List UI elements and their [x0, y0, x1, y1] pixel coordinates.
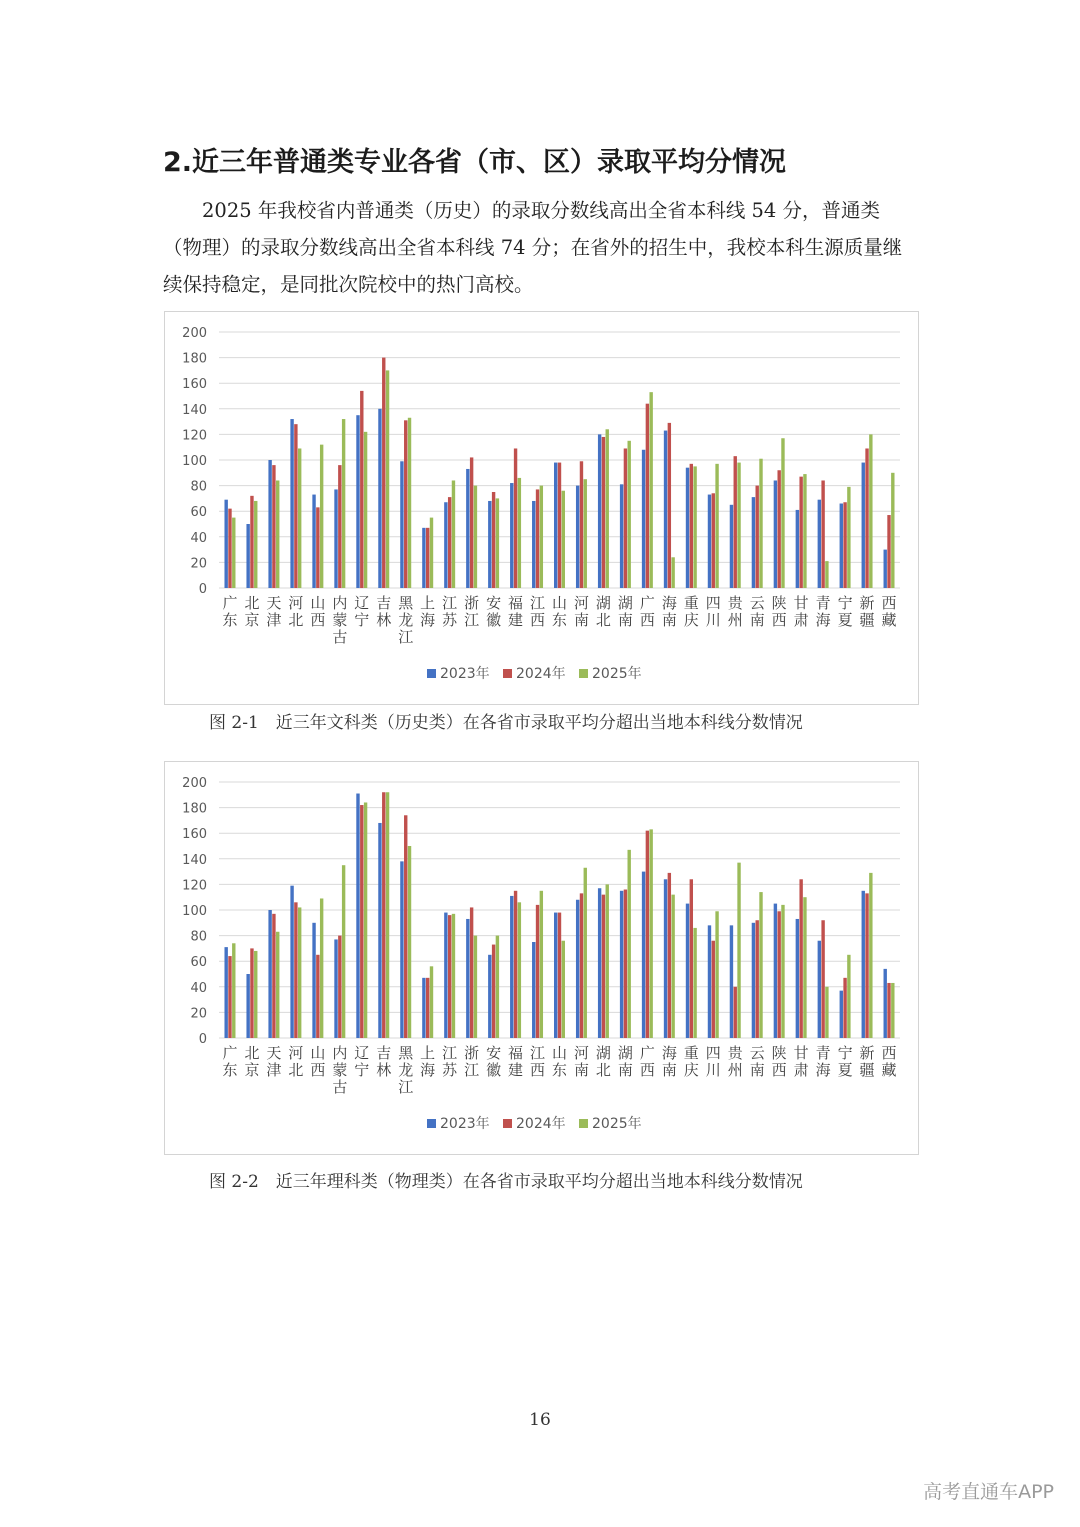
category-label: 海南 — [661, 1044, 677, 1079]
y-tick-label: 0 — [198, 1032, 207, 1047]
intro-paragraph — [163, 192, 919, 303]
bar-2024-21 — [690, 879, 693, 1038]
bar-2023-29 — [862, 891, 865, 1038]
legend-swatch-2023 — [427, 669, 436, 678]
y-tick-label: 200 — [182, 326, 207, 341]
bar-2025-10 — [452, 914, 455, 1038]
category-label: 甘肃 — [793, 1044, 809, 1079]
legend-label-2023: 2023年 — [440, 1116, 490, 1132]
bar-2025-23 — [737, 863, 740, 1038]
bar-2023-21 — [686, 904, 689, 1038]
bar-2024-15 — [558, 913, 561, 1038]
category-label: 重庆 — [683, 1044, 699, 1079]
category-label: 上海 — [420, 594, 436, 629]
bar-2025-28 — [847, 955, 850, 1038]
bar-2025-0 — [232, 518, 235, 588]
bar-2025-23 — [737, 463, 740, 588]
y-tick-label: 60 — [190, 505, 207, 521]
bar-2025-26 — [803, 897, 806, 1038]
bar-2024-0 — [228, 509, 231, 588]
bar-2023-2 — [268, 910, 271, 1038]
bar-2023-1 — [246, 524, 249, 588]
bar-2023-4 — [312, 495, 315, 588]
bar-2024-28 — [843, 978, 846, 1038]
bar-2025-9 — [430, 518, 433, 588]
bar-2024-3 — [294, 424, 297, 588]
bar-2024-28 — [843, 502, 846, 588]
y-tick-label: 60 — [190, 955, 207, 971]
bar-2025-0 — [232, 943, 235, 1038]
y-tick-label: 100 — [182, 904, 207, 919]
category-label: 宁夏 — [837, 1044, 853, 1079]
bar-2025-4 — [320, 445, 323, 588]
bar-2024-4 — [316, 955, 319, 1038]
bar-2025-27 — [825, 561, 828, 588]
bar-2024-18 — [624, 448, 627, 588]
bar-2024-17 — [602, 437, 605, 588]
category-label: 江苏 — [442, 1044, 458, 1079]
category-label: 浙江 — [464, 1044, 480, 1079]
category-label: 云南 — [749, 594, 765, 629]
bar-2023-28 — [840, 504, 843, 588]
bar-2024-2 — [272, 465, 275, 588]
y-tick-label: 0 — [198, 582, 207, 597]
bar-2025-6 — [364, 432, 367, 588]
category-label: 北京 — [244, 594, 260, 629]
category-label: 宁夏 — [837, 594, 853, 629]
bar-2025-21 — [693, 466, 696, 588]
category-label: 青海 — [815, 594, 831, 629]
bar-2023-3 — [290, 419, 293, 588]
bar-2023-28 — [840, 991, 843, 1038]
bar-2025-4 — [320, 898, 323, 1038]
bar-2023-14 — [532, 942, 535, 1038]
category-label: 黑龙江 — [398, 594, 414, 646]
category-label: 陕西 — [771, 1044, 787, 1079]
chart-history-svg — [165, 312, 918, 704]
category-label: 广西 — [639, 594, 655, 629]
legend-label-2025: 2025年 — [592, 666, 642, 682]
category-label: 云南 — [749, 1044, 765, 1079]
bar-2024-13 — [514, 448, 517, 588]
bar-2023-24 — [752, 923, 755, 1038]
bar-2025-11 — [474, 486, 477, 588]
category-label: 江西 — [530, 594, 546, 629]
bar-2023-3 — [290, 886, 293, 1038]
category-label: 山东 — [551, 594, 568, 629]
category-label: 吉林 — [376, 1044, 392, 1079]
category-label: 上海 — [420, 1044, 436, 1079]
legend-swatch-2023 — [427, 1119, 436, 1128]
bar-2025-14 — [540, 891, 543, 1038]
bar-2025-12 — [496, 498, 499, 588]
bar-2023-16 — [576, 486, 579, 588]
bar-2025-24 — [759, 892, 762, 1038]
legend-label-2024: 2024年 — [516, 666, 566, 682]
bar-2023-23 — [730, 505, 733, 588]
bar-2024-12 — [492, 945, 495, 1038]
bar-2024-30 — [887, 983, 890, 1038]
bar-2023-9 — [422, 978, 425, 1038]
category-label: 贵州 — [727, 594, 743, 629]
bar-2024-19 — [646, 831, 649, 1038]
category-label: 四川 — [705, 1044, 721, 1079]
bar-2023-29 — [862, 463, 865, 588]
category-label: 天津 — [266, 594, 282, 629]
bar-2023-15 — [554, 463, 557, 588]
bar-2025-18 — [628, 850, 631, 1038]
category-label: 辽宁 — [354, 594, 370, 629]
bar-2025-11 — [474, 936, 477, 1038]
legend-label-2025: 2025年 — [592, 1116, 642, 1132]
bar-2025-21 — [693, 928, 696, 1038]
bar-2023-27 — [818, 941, 821, 1038]
bar-2025-19 — [649, 392, 652, 588]
bar-2025-26 — [803, 474, 806, 588]
bar-2023-6 — [356, 415, 359, 588]
bar-2025-25 — [781, 905, 784, 1038]
bar-2023-25 — [774, 904, 777, 1038]
y-tick-label: 40 — [190, 980, 207, 996]
category-label: 西藏 — [881, 594, 897, 629]
category-label: 浙江 — [464, 594, 480, 629]
bar-2024-29 — [865, 448, 868, 588]
category-label: 山东 — [551, 1044, 568, 1079]
bar-2023-11 — [466, 469, 469, 588]
y-tick-label: 180 — [182, 351, 207, 367]
bar-2024-16 — [580, 461, 583, 588]
bar-2023-18 — [620, 891, 623, 1038]
bar-2025-3 — [298, 448, 301, 588]
bar-2024-10 — [448, 497, 451, 588]
y-tick-label: 200 — [182, 776, 207, 791]
bar-2023-6 — [356, 794, 359, 1038]
bar-2023-8 — [400, 461, 403, 588]
bar-2024-7 — [382, 358, 385, 588]
bar-2023-7 — [378, 409, 381, 588]
bar-2024-22 — [712, 941, 715, 1038]
bar-2024-22 — [712, 493, 715, 588]
bar-2023-17 — [598, 434, 601, 588]
bar-2025-1 — [254, 501, 257, 588]
bar-2025-3 — [298, 907, 301, 1038]
category-label: 山西 — [310, 1044, 326, 1079]
bar-2025-16 — [584, 868, 587, 1038]
bar-2024-27 — [821, 480, 824, 588]
category-label: 海南 — [661, 594, 677, 629]
bar-2025-15 — [562, 941, 565, 1038]
category-label: 福建 — [508, 594, 524, 629]
category-label: 吉林 — [376, 594, 392, 629]
category-label: 陕西 — [771, 594, 787, 629]
bar-2025-15 — [562, 491, 565, 588]
bar-2024-14 — [536, 905, 539, 1038]
category-label: 河南 — [573, 1044, 589, 1079]
bar-2023-0 — [224, 947, 227, 1038]
category-label: 内蒙古 — [332, 594, 348, 646]
bar-2024-2 — [272, 914, 275, 1038]
bar-2023-5 — [334, 489, 337, 588]
chart-physics-container — [164, 761, 919, 1155]
bar-2025-29 — [869, 873, 872, 1038]
category-label: 山西 — [310, 594, 326, 629]
bar-2024-13 — [514, 891, 517, 1038]
bar-2023-7 — [378, 823, 381, 1038]
bar-2023-21 — [686, 468, 689, 588]
chart-history-container — [164, 311, 919, 705]
bar-2023-15 — [554, 913, 557, 1038]
bar-2025-2 — [276, 932, 279, 1038]
bar-2024-11 — [470, 907, 473, 1038]
bar-2025-14 — [540, 486, 543, 588]
y-tick-label: 20 — [190, 1006, 207, 1022]
category-label: 湖南 — [617, 1044, 633, 1079]
y-tick-label: 120 — [182, 428, 207, 444]
category-label: 安徽 — [486, 1044, 502, 1079]
bar-2024-8 — [404, 420, 407, 588]
bar-2025-19 — [649, 829, 652, 1038]
y-tick-label: 40 — [190, 530, 207, 546]
bar-2024-21 — [690, 464, 693, 588]
bar-2023-22 — [708, 925, 711, 1038]
bar-2024-15 — [558, 463, 561, 588]
bar-2023-0 — [224, 500, 227, 588]
bar-2025-13 — [518, 478, 521, 588]
bar-2023-11 — [466, 919, 469, 1038]
bar-2023-19 — [642, 450, 645, 588]
bar-2025-20 — [671, 557, 674, 588]
category-label: 福建 — [508, 1044, 524, 1079]
bar-2023-20 — [664, 431, 667, 588]
figure-caption-2-1: 图 2-1 近三年文科类（历史类）在各省市录取平均分超出当地本科线分数情况 — [209, 713, 803, 733]
bar-2023-2 — [268, 460, 271, 588]
category-label: 甘肃 — [793, 594, 809, 629]
paragraph-text: 2025 年我校省内普通类（历史）的录取分数线高出全省本科线 54 分，普通类（物理）的录取分数线高出全省本科线 74 分；在省外的招生中，我校本科生源质量继续保持稳定，是同批次院校中的热门高校。 — [163, 199, 903, 296]
bar-2025-5 — [342, 865, 345, 1038]
bar-2025-10 — [452, 480, 455, 588]
category-label: 河北 — [288, 1044, 304, 1079]
bar-2024-5 — [338, 465, 341, 588]
bar-2024-29 — [865, 893, 868, 1038]
bar-2024-1 — [250, 948, 253, 1038]
legend-label-2024: 2024年 — [516, 1116, 566, 1132]
category-label: 新疆 — [859, 594, 875, 629]
bar-2024-20 — [668, 423, 671, 588]
bar-2025-7 — [386, 370, 389, 588]
bar-2023-12 — [488, 955, 491, 1038]
bar-2023-18 — [620, 484, 623, 588]
bar-2023-24 — [752, 497, 755, 588]
legend-label-2023: 2023年 — [440, 666, 490, 682]
bar-2025-8 — [408, 418, 411, 588]
bar-2024-8 — [404, 815, 407, 1038]
category-label: 湖北 — [595, 1044, 611, 1079]
bar-2024-26 — [799, 879, 802, 1038]
bar-2023-30 — [884, 969, 887, 1038]
legend-swatch-2024 — [503, 1119, 512, 1128]
watermark-text: 高考直通车APP — [923, 1481, 1054, 1503]
category-label: 黑龙江 — [398, 1044, 414, 1096]
bar-2024-9 — [426, 528, 429, 588]
bar-2023-10 — [444, 913, 447, 1038]
legend-swatch-2024 — [503, 669, 512, 678]
bar-2024-14 — [536, 489, 539, 588]
y-tick-label: 180 — [182, 801, 207, 817]
bar-2023-12 — [488, 501, 491, 588]
chart-physics-svg — [165, 762, 918, 1154]
bar-2023-10 — [444, 502, 447, 588]
bar-2025-8 — [408, 846, 411, 1038]
bar-2025-5 — [342, 419, 345, 588]
bar-2023-27 — [818, 500, 821, 588]
bar-2025-7 — [386, 792, 389, 1038]
bar-2024-10 — [448, 915, 451, 1038]
y-tick-label: 160 — [182, 377, 207, 393]
bar-2025-20 — [671, 895, 674, 1038]
y-tick-label: 140 — [182, 852, 207, 868]
bar-2025-22 — [715, 911, 718, 1038]
bar-2024-24 — [756, 920, 759, 1038]
legend-swatch-2025 — [579, 1119, 588, 1128]
category-label: 四川 — [705, 594, 721, 629]
bar-2024-0 — [228, 956, 231, 1038]
bar-2025-18 — [628, 441, 631, 588]
bar-2023-8 — [400, 861, 403, 1038]
bar-2023-4 — [312, 923, 315, 1038]
bar-2023-19 — [642, 872, 645, 1038]
y-tick-label: 160 — [182, 827, 207, 843]
bar-2024-18 — [624, 890, 627, 1038]
category-label: 西藏 — [881, 1044, 897, 1079]
bar-2024-1 — [250, 496, 253, 588]
bar-2023-1 — [246, 974, 249, 1038]
category-label: 广西 — [639, 1044, 655, 1079]
category-label: 贵州 — [727, 1044, 743, 1079]
bar-2024-4 — [316, 507, 319, 588]
bar-2023-9 — [422, 528, 425, 588]
bar-2025-9 — [430, 966, 433, 1038]
category-label: 河南 — [573, 594, 589, 629]
category-label: 内蒙古 — [332, 1044, 348, 1096]
bar-2024-25 — [777, 470, 780, 588]
bar-2025-27 — [825, 987, 828, 1038]
category-label: 湖南 — [617, 594, 633, 629]
bar-2023-17 — [598, 888, 601, 1038]
bar-2025-25 — [781, 438, 784, 588]
bar-2024-17 — [602, 895, 605, 1038]
bar-2023-13 — [510, 483, 513, 588]
bar-2023-26 — [796, 510, 799, 588]
bar-2025-22 — [715, 464, 718, 588]
category-label: 青海 — [815, 1044, 831, 1079]
bar-2024-5 — [338, 936, 341, 1038]
bar-2024-30 — [887, 515, 890, 588]
bar-2024-9 — [426, 978, 429, 1038]
bar-2025-24 — [759, 459, 762, 588]
category-label: 北京 — [244, 1044, 260, 1079]
category-label: 辽宁 — [354, 1044, 370, 1079]
bar-2024-16 — [580, 893, 583, 1038]
bar-2024-7 — [382, 792, 385, 1038]
bar-2024-3 — [294, 902, 297, 1038]
y-tick-label: 80 — [190, 479, 207, 495]
legend-swatch-2025 — [579, 669, 588, 678]
category-label: 江西 — [530, 1044, 546, 1079]
bar-2024-20 — [668, 873, 671, 1038]
section-heading: 2.近三年普通类专业各省（市、区）录取平均分情况 — [163, 147, 787, 178]
bar-2025-12 — [496, 936, 499, 1038]
category-label: 湖北 — [595, 594, 611, 629]
bar-2023-16 — [576, 900, 579, 1038]
bar-2025-29 — [869, 434, 872, 588]
bar-2024-6 — [360, 391, 363, 588]
bar-2024-26 — [799, 477, 802, 588]
y-tick-label: 100 — [182, 454, 207, 469]
bar-2024-11 — [470, 457, 473, 588]
page-number: 16 — [529, 1410, 551, 1430]
category-label: 河北 — [288, 594, 304, 629]
figure-caption-2-2: 图 2-2 近三年理科类（物理类）在各省市录取平均分超出当地本科线分数情况 — [209, 1172, 803, 1192]
bar-2025-30 — [891, 983, 894, 1038]
bar-2024-19 — [646, 404, 649, 588]
bar-2025-30 — [891, 473, 894, 588]
bar-2023-26 — [796, 919, 799, 1038]
bar-2023-14 — [532, 501, 535, 588]
category-label: 广东 — [222, 1044, 238, 1079]
bar-2023-5 — [334, 939, 337, 1038]
bar-2023-22 — [708, 495, 711, 588]
category-label: 广东 — [222, 594, 238, 629]
bar-2023-23 — [730, 925, 733, 1038]
y-tick-label: 120 — [182, 878, 207, 894]
bar-2024-6 — [360, 805, 363, 1038]
y-tick-label: 80 — [190, 929, 207, 945]
bar-2025-28 — [847, 487, 850, 588]
bar-2023-30 — [884, 550, 887, 588]
bar-2025-17 — [606, 429, 609, 588]
bar-2024-27 — [821, 920, 824, 1038]
bar-2025-1 — [254, 951, 257, 1038]
category-label: 江苏 — [442, 594, 458, 629]
bar-2024-23 — [734, 987, 737, 1038]
bar-2025-13 — [518, 902, 521, 1038]
bar-2024-12 — [492, 492, 495, 588]
category-label: 安徽 — [486, 594, 502, 629]
bar-2024-23 — [734, 456, 737, 588]
category-label: 新疆 — [859, 1044, 875, 1079]
bar-2023-13 — [510, 896, 513, 1038]
category-label: 天津 — [266, 1044, 282, 1079]
bar-2025-17 — [606, 884, 609, 1038]
bar-2024-25 — [777, 911, 780, 1038]
bar-2025-2 — [276, 480, 279, 588]
y-tick-label: 140 — [182, 402, 207, 418]
category-label: 重庆 — [683, 594, 699, 629]
bar-2023-25 — [774, 480, 777, 588]
bar-2025-6 — [364, 802, 367, 1038]
y-tick-label: 20 — [190, 556, 207, 572]
bar-2023-20 — [664, 879, 667, 1038]
bar-2025-16 — [584, 479, 587, 588]
bar-2024-24 — [756, 486, 759, 588]
